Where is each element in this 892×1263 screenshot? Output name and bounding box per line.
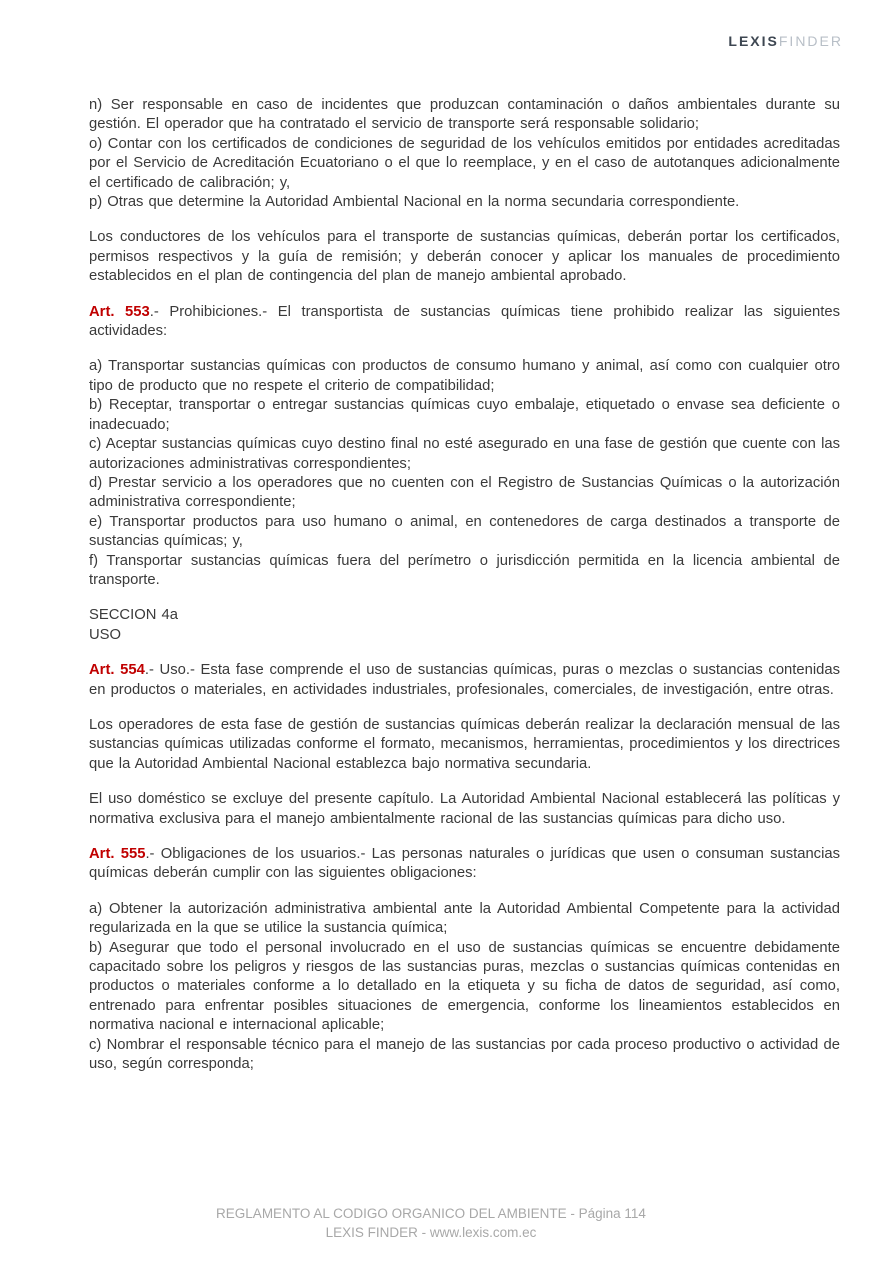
section-subheading: USO <box>89 626 122 643</box>
footer-source-url: LEXIS FINDER - www.lexis.com.ec <box>325 1224 537 1240</box>
paragraph-553-item-d: d) Prestar servicio a los operadores que no cuenten con el Registro de Sustancias Químicas o la autorización administrativa correspondiente; <box>89 474 840 511</box>
paragraph-article-553 <box>89 303 840 342</box>
page-footer <box>0 1205 862 1242</box>
paragraph-553-item-b: b) Receptar, transportar o entregar sustancias químicas cuyo embalaje, etiquetado o envase sea deficiente o inadecuado; <box>89 397 840 433</box>
paragraph-553-item-f: f) Transportar sustancias químicas fuera del perímetro o jurisdicción permitida en la licencia ambiental de transporte. <box>89 552 840 588</box>
paragraph-555-item-c: c) Nombrar el responsable técnico para el manejo de las sustancias por cada proceso productivo o actividad de uso, según corresponda; <box>89 1036 840 1073</box>
paragraph-article-554 <box>89 661 840 700</box>
article-553-label: Art. 553 <box>89 303 150 320</box>
article-554-label: Art. 554 <box>89 662 145 679</box>
paragraph-conductores: Los conductores de los vehículos para el transporte de sustancias químicas, deberán portar los certificados, permisos respectivos y la guía de remisión; y deberán conocer y aplicar los manuales de procedimiento establecidos en el plan de contingencia del plan de manejo ambiental aprobado. <box>89 229 840 285</box>
footer-document-title: REGLAMENTO AL CODIGO ORGANICO DEL AMBIENTE - Página 114 <box>216 1206 646 1221</box>
paragraph-item-o: o) Contar con los certificados de condiciones de seguridad de los vehículos emitidos por entidades acreditadas por el Servicio de Acreditación Ecuatoriano o el que lo reemplace, y en el caso de autotanques adicionalmente el certificado de calibración; y, <box>89 135 840 191</box>
paragraph-article-555 <box>89 845 840 884</box>
paragraph-operadores: Los operadores de esta fase de gestión de sustancias químicas deberán realizar la declaración mensual de las sustancias químicas utilizadas conforme el formato, mecanismos, herramientas, procedimientos y los directrices que la Autoridad Ambiental Nacional establezca bajo normativa secundaria. <box>89 716 840 772</box>
document-body <box>89 96 840 1074</box>
paragraph-uso-domestico: El uso doméstico se excluye del presente capítulo. La Autoridad Ambiental Nacional establecerá las políticas y normativa exclusiva para el manejo ambientalmente racional de las sustancias químicas para dicho uso. <box>89 791 840 827</box>
logo-secondary-text: FINDER <box>778 33 843 49</box>
paragraph-553-item-c: c) Aceptar sustancias químicas cuyo destino final no esté asegurado en una fase de gestión que cuente con las autorizaciones administrativas correspondientes; <box>89 436 840 472</box>
paragraph-555-item-b: b) Asegurar que todo el personal involucrado en el uso de sustancias químicas se encuentre debidamente capacitado sobre los peligros y riesgos de las sustancias puras, mezclas o sustancias químicas contenidas en productos o materiales conforme a lo detallado en la etiqueta y su ficha de datos de seguridad, así como, entrenado para enfrentar posibles situaciones de emergencia, conforme los lineamientos establecidos en normativa nacional e internacional aplicable; <box>89 939 840 1034</box>
paragraph-553-item-e: e) Transportar productos para uso humano o animal, en contenedores de carga destinados a transporte de sustancias químicas; y, <box>89 513 840 550</box>
article-554-text: .- Uso.- Esta fase comprende el uso de sustancias químicas, puras o mezclas o sustancias contenidas en productos o materiales, en actividades industriales, profesionales, comerciales, de investigación, entre otras. <box>89 662 840 698</box>
article-553-text: .- Prohibiciones.- El transportista de sustancias químicas tiene prohibido realizar las siguientes actividades: <box>89 303 840 340</box>
paragraph-555-item-a: a) Obtener la autorización administrativa ambiental ante la Autoridad Ambiental Competente para la actividad regularizada en la que se utilice la sustancia química; <box>89 900 840 937</box>
paragraph-553-item-a: a) Transportar sustancias químicas con productos de consumo humano y animal, así como con cualquier otro tipo de producto que no respete el criterio de compatibilidad; <box>89 358 840 394</box>
section-heading: SECCION 4a <box>89 607 178 624</box>
paragraph-item-p: p) Otras que determine la Autoridad Ambiental Nacional en la norma secundaria correspondiente. <box>89 194 740 211</box>
paragraph-item-n: n) Ser responsable en caso de incidentes que produzcan contaminación o daños ambientales durante su gestión. El operador que ha contratado el servicio de transporte será responsable solidario; <box>89 97 840 133</box>
lexisfinder-logo <box>728 33 843 49</box>
article-555-text: .- Obligaciones de los usuarios.- Las personas naturales o jurídicas que usen o consuman sustancias químicas deberán cumplir con las siguientes obligaciones: <box>89 846 840 882</box>
article-555-label: Art. 555 <box>89 846 146 862</box>
logo-primary-text: LEXIS <box>728 33 779 49</box>
